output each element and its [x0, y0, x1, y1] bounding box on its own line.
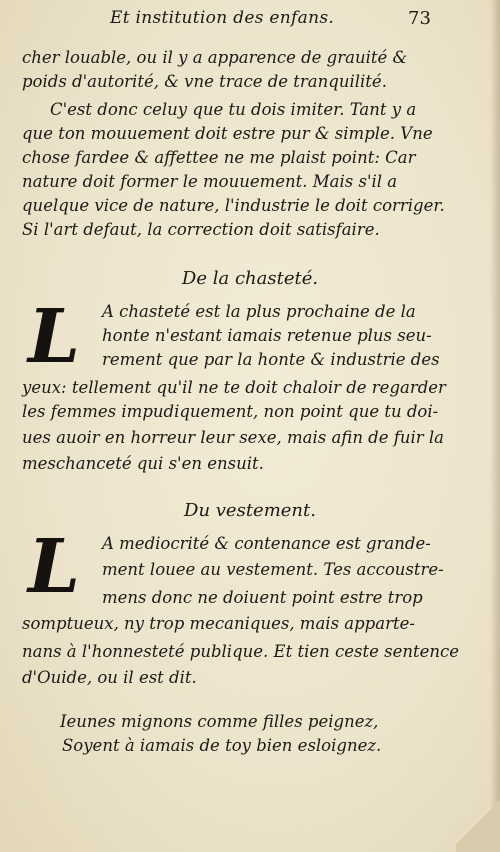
text-line: nans à l'honnesteté publique. Et tien ceste sentence — [22, 642, 459, 661]
text-line: C'est donc celuy que tu dois imiter. Tant y a — [50, 100, 417, 119]
text-line: chose fardee & affettee ne me plaist point: Car — [22, 148, 416, 167]
drop-cap-initial: L — [28, 294, 81, 380]
text-line: Si l'art defaut, la correction doit satisfaire. — [22, 220, 380, 239]
text-line: cher louable, ou il y a apparence de grauité & — [22, 48, 408, 67]
drop-cap-initial: L — [28, 524, 81, 610]
text-line: A chasteté est la plus prochaine de la — [102, 302, 416, 321]
text-line: rement que par la honte & industrie des — [102, 350, 440, 369]
text-line: poids d'autorité, & vne trace de tranquilité. — [22, 72, 387, 91]
text-line: d'Ouide, ou il est dit. — [22, 668, 197, 687]
verse-line: Soyent à iamais de toy bien esloignez. — [62, 736, 382, 755]
page-number: 73 — [408, 8, 431, 29]
text-line: ment louee au vestement. Tes accoustre- — [102, 560, 444, 579]
text-line: honte n'estant iamais retenue plus seu- — [102, 326, 432, 345]
text-line: ues auoir en horreur leur sexe, mais afin de fuir la — [22, 428, 445, 447]
text-line: somptueux, ny trop mecaniques, mais apparte- — [22, 614, 415, 633]
text-line: quelque vice de nature, l'industrie le doit corriger. — [22, 196, 445, 215]
running-title: Et institution des enfans. — [110, 8, 335, 28]
text-line: nature doit former le mouuement. Mais s'il a — [22, 172, 398, 191]
page-corner-fold — [456, 792, 500, 852]
text-line: yeux: tellement qu'il ne te doit chaloir de regarder — [22, 378, 446, 397]
text-line: mens donc ne doiuent point estre trop — [102, 588, 423, 607]
text-line: A mediocrité & contenance est grande- — [102, 534, 431, 553]
section-heading-chastete: De la chasteté. — [181, 268, 319, 289]
text-line: meschanceté qui s'en ensuit. — [22, 454, 264, 473]
text-line: les femmes impudiquement, non point que tu doi- — [22, 402, 439, 421]
page-header — [0, 8, 500, 32]
text-line: que ton mouuement doit estre pur & simple. Vne — [22, 124, 433, 143]
verse-line: Ieunes mignons comme filles peignez, — [60, 712, 379, 731]
page-edge-shadow — [490, 0, 500, 852]
section-heading-vestement: Du vestement. — [184, 500, 316, 521]
